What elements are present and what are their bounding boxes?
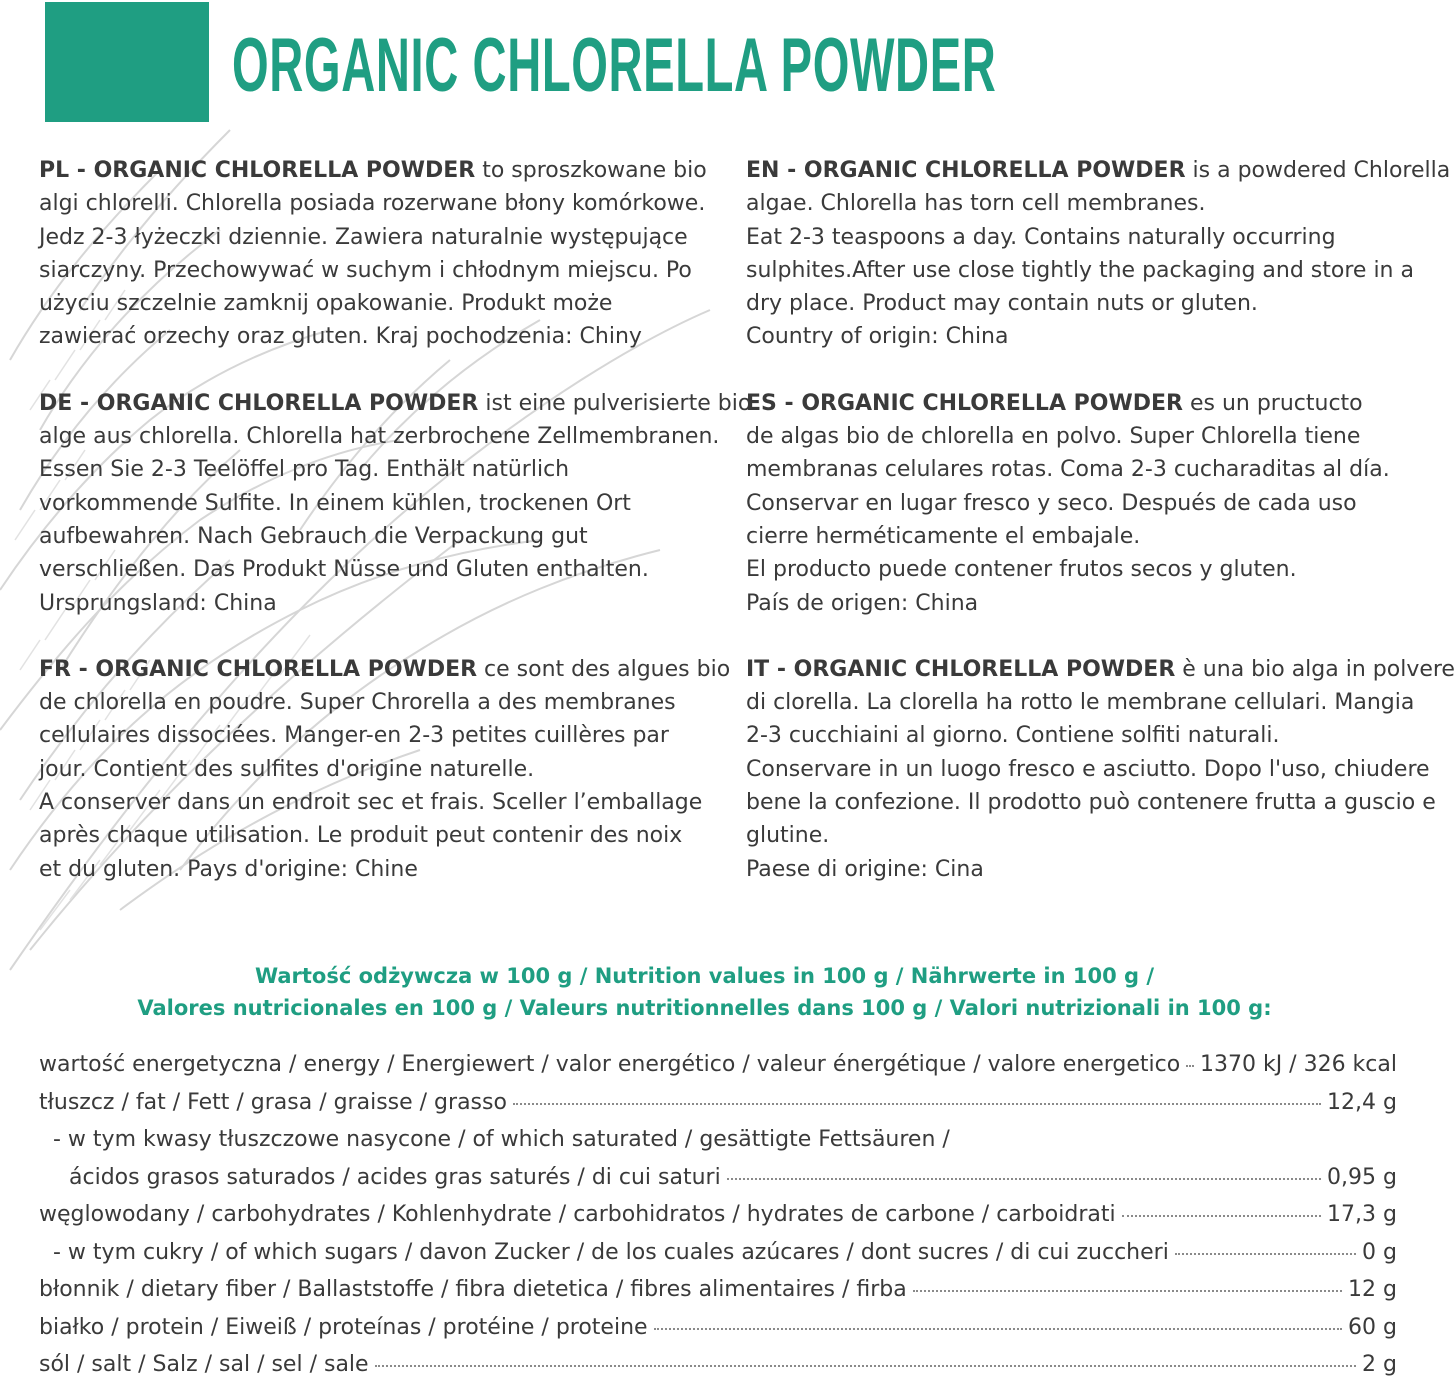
description-fr: FR - ORGANIC CHLORELLA POWDER ce sont des algues bio de chlorella en poudre. Super Chrorella a des membranes cellulaires dissociées. Manger-en 2-3 petites cuillères par jour. Contient des sulfites d'origine naturelle. A conserver dans un endroit sec et frais. Sceller l’emballage après chaque utilisation. Le produit peut contenir des noix et du gluten. Pays d'origine: Chine bbox=[39, 656, 731, 882]
nutrition-row-saturated-label: - w tym kwasy tłuszczowe nasycone / of which saturated / gesättigte Fettsäuren / bbox=[53, 1127, 950, 1152]
leader-dots bbox=[913, 1290, 1342, 1292]
page-title: ORGANIC CHLORELLA POWDER bbox=[232, 23, 997, 108]
leader-dots bbox=[1122, 1215, 1321, 1217]
nutrition-row-protein: białko / protein / Eiweiß / proteínas / protéine / proteine 60 g bbox=[39, 1314, 1397, 1340]
nutrition-row-energy: wartość energetyczna / energy / Energiewert / valor energético / valeur énergétique / valore energetico 1370 kJ / 326 kcal bbox=[39, 1052, 1397, 1077]
description-pl: PL - ORGANIC CHLORELLA POWDER to sproszkowane bio algi chlorelli. Chlorella posiada rozerwane błony komórkowe. Jedz 2-3 łyżeczki dziennie. Zawiera naturalnie występujące siarczyny. Przechowywać w suchym i chłodnym miejscu. Po użyciu szczelnie zamknij opakowanie. Produkt może zawierać orzechy oraz gluten. Kraj pochodzenia: Chiny bbox=[39, 158, 707, 350]
nutrition-heading: Wartość odżywcza w 100 g / Nutrition values in 100 g / Nährwerte in 100 g / Valores nutricionales en 100 g / Valeurs nutritionnelles dans 100 g / Valori nutrizionali in 100 g: bbox=[137, 964, 1272, 1020]
description-es: ES - ORGANIC CHLORELLA POWDER es un pructucto de algas bio de chlorella en polvo. Super Chlorella tiene membranas celulares rotas. Coma 2-3 cucharaditas al día. Conservar en lugar fresco y seco. Después de cada uso cierre herméticamente el embajale. El producto puede contener frutos secos y gluten. País de origen: China bbox=[746, 390, 1390, 616]
leader-dots bbox=[727, 1178, 1321, 1180]
nutrition-table bbox=[39, 1046, 1397, 1384]
brand-color-block bbox=[45, 2, 209, 122]
lang-heading-de: DE - ORGANIC CHLORELLA POWDER bbox=[39, 390, 479, 416]
lang-heading-pl: PL - ORGANIC CHLORELLA POWDER bbox=[39, 158, 476, 183]
nutrition-row-salt: sól / salt / Salz / sal / sel / sale 2 g bbox=[39, 1352, 1397, 1377]
description-it: IT - ORGANIC CHLORELLA POWDER è una bio alga in polvere di clorella. La clorella ha rotto le membrane cellulari. Mangia 2-3 cucchiaini al giorno. Contiene solfiti naturali. Conservare in un luogo fresco e asciutto. Dopo l'uso, chiudere bene la confezione. Il prodotto può contenere frutta a guscio e glutine. Paese di origine: Cina bbox=[746, 656, 1455, 882]
leader-dots bbox=[513, 1103, 1321, 1105]
description-de: DE - ORGANIC CHLORELLA POWDER ist eine pulverisierte bio alge aus chlorella. Chlorella hat zerbrochene Zellmembranen. Essen Sie 2-3 Teelöffel pro Tag. Enthält natürlich vorkommende Sulfite. In einem kühlen, trockenen Ort aufbewahren. Nach Gebrauch die Verpackung gut verschließen. Das Produkt Nüsse und Gluten enthalten. Ursprungsland: China bbox=[39, 390, 752, 616]
nutrition-row-sugars: - w tym cukry / of which sugars / davon Zucker / de los cuales azúcares / dont sucres / di cui zuccheri 0 g bbox=[53, 1239, 1397, 1265]
nutrition-row-carbohydrates: węglowodany / carbohydrates / Kohlenhydrate / carbohidratos / hydrates de carbone / carboidrati 17,3 g bbox=[39, 1202, 1397, 1227]
leader-dots bbox=[375, 1365, 1356, 1367]
leader-dots bbox=[1175, 1253, 1356, 1255]
lang-heading-fr: FR - ORGANIC CHLORELLA POWDER bbox=[39, 656, 478, 682]
lang-heading-es: ES - ORGANIC CHLORELLA POWDER bbox=[746, 390, 1183, 416]
left-column bbox=[39, 154, 752, 919]
leader-dots bbox=[1186, 1065, 1194, 1067]
description-en: EN - ORGANIC CHLORELLA POWDER is a powdered Chlorella algae. Chlorella has torn cell membranes. Eat 2-3 teaspoons a day. Contains naturally occurring sulphites.After use close tightly the packaging and store in a dry place. Product may contain nuts or gluten. Country of origin: China bbox=[746, 158, 1451, 350]
right-column bbox=[746, 154, 1455, 919]
leader-dots bbox=[654, 1328, 1342, 1330]
nutrition-row-fiber: błonnik / dietary fiber / Ballaststoffe / fibra dietetica / fibres alimentaires / firba 12 g bbox=[39, 1277, 1397, 1302]
lang-heading-en: EN - ORGANIC CHLORELLA POWDER bbox=[746, 158, 1186, 183]
nutrition-row-saturated: ácidos grasos saturados / acides gras saturés / di cui saturi 0,95 g bbox=[69, 1164, 1397, 1190]
nutrition-row-fat: tłuszcz / fat / Fett / grasa / graisse / grasso 12,4 g bbox=[39, 1089, 1397, 1115]
lang-heading-it: IT - ORGANIC CHLORELLA POWDER bbox=[746, 656, 1176, 682]
